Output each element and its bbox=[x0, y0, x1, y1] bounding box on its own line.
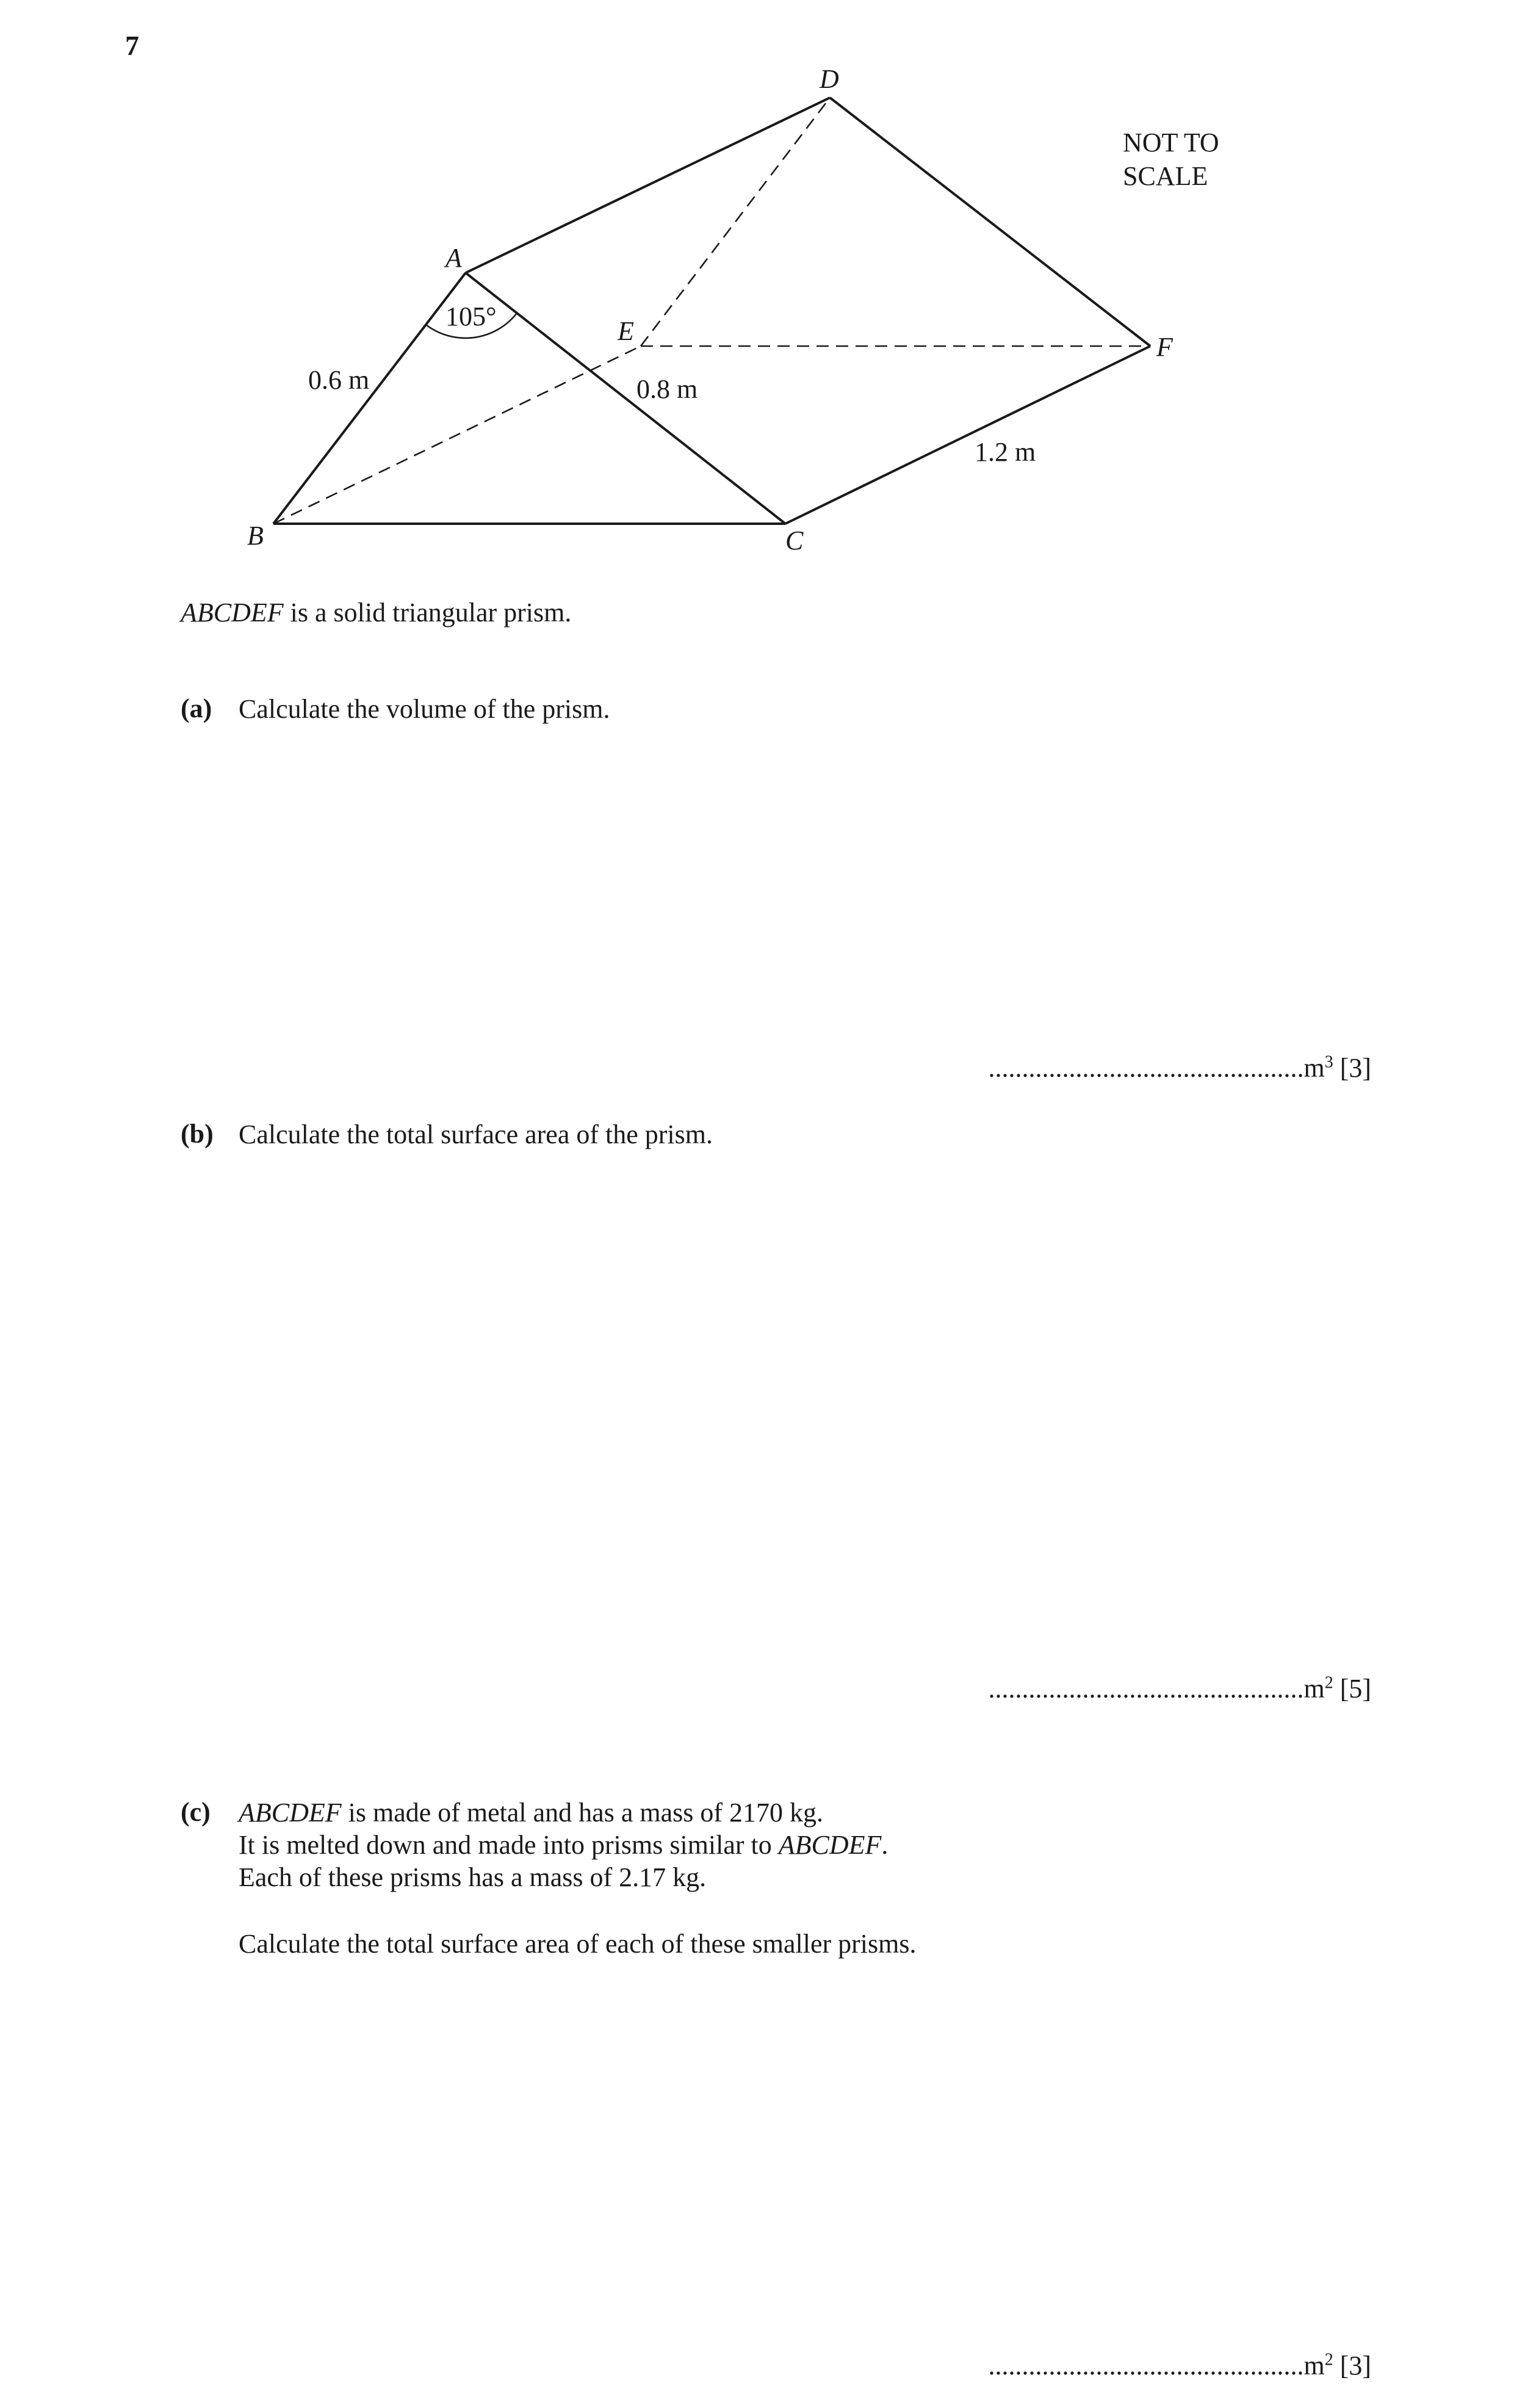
angle-label: 105° bbox=[445, 302, 497, 331]
part-a-question: Calculate the volume of the prism. bbox=[239, 694, 610, 724]
part-c-unit-power: 2 bbox=[1324, 2350, 1333, 2370]
edge-ab bbox=[273, 273, 466, 524]
part-a-answer-line[interactable] bbox=[988, 1052, 1371, 1083]
part-a-marks: [3] bbox=[1333, 1053, 1371, 1083]
part-c-label: (c) bbox=[181, 1797, 211, 1827]
part-c-line2-start: It is melted down and made into prisms similar to bbox=[239, 1830, 779, 1860]
vertex-label-b: B bbox=[247, 521, 264, 551]
part-b-answer-dots: ............................................... bbox=[988, 1674, 1304, 1704]
part-c-answer-line[interactable] bbox=[988, 2350, 1371, 2381]
part-c-marks: [3] bbox=[1333, 2351, 1371, 2381]
part-c-unit: m bbox=[1303, 2351, 1325, 2381]
scale-note-line2: SCALE bbox=[1123, 161, 1208, 191]
edge-ac bbox=[466, 273, 785, 524]
intro-rest: is a solid triangular prism. bbox=[283, 598, 572, 627]
vertex-label-f: F bbox=[1156, 332, 1173, 362]
part-b-marks: [5] bbox=[1333, 1674, 1371, 1704]
part-c-answer-dots: ............................................... bbox=[988, 2351, 1304, 2381]
part-c-line2 bbox=[239, 1829, 888, 1861]
edge-df bbox=[830, 98, 1150, 346]
vertex-label-d: D bbox=[820, 64, 839, 94]
part-c-line1-name: ABCDEF bbox=[239, 1798, 342, 1828]
edge-cf bbox=[785, 346, 1150, 524]
part-a-label: (a) bbox=[181, 693, 212, 723]
part-a-unit: m bbox=[1303, 1053, 1325, 1083]
shape-name: ABCDEF bbox=[181, 598, 284, 627]
intro-text bbox=[181, 596, 571, 629]
part-c-question: Calculate the total surface area of each of these smaller prisms. bbox=[239, 1929, 917, 1959]
part-c-line3: Each of these prisms has a mass of 2.17 kg. bbox=[239, 1862, 707, 1892]
edge-ab-label: 0.6 m bbox=[308, 365, 370, 395]
edge-ed bbox=[641, 98, 830, 346]
part-a-answer-dots: ............................................... bbox=[988, 1053, 1304, 1083]
part-c-line2-end: . bbox=[881, 1830, 889, 1860]
part-b-unit: m bbox=[1303, 1674, 1325, 1704]
edge-cf-label: 1.2 m bbox=[975, 437, 1036, 467]
edge-ad bbox=[466, 98, 830, 273]
question-number: 7 bbox=[125, 30, 139, 61]
part-b-answer-line[interactable] bbox=[988, 1673, 1371, 1704]
vertex-label-c: C bbox=[785, 526, 804, 555]
scale-note-line1: NOT TO bbox=[1123, 128, 1219, 157]
part-b-unit-power: 2 bbox=[1324, 1673, 1333, 1693]
part-c-line2-name: ABCDEF bbox=[778, 1830, 882, 1860]
part-b-label: (b) bbox=[181, 1119, 214, 1149]
part-c-line1-rest: is made of metal and has a mass of 2170 kg. bbox=[341, 1798, 824, 1828]
prism-diagram bbox=[0, 0, 1514, 610]
part-a-unit-power: 3 bbox=[1324, 1052, 1333, 1072]
part-b-question: Calculate the total surface area of the prism. bbox=[239, 1119, 713, 1149]
part-c-text bbox=[239, 1796, 888, 1893]
part-c-line1 bbox=[239, 1796, 888, 1829]
vertex-label-e: E bbox=[618, 316, 634, 346]
vertex-label-a: A bbox=[445, 243, 462, 273]
edge-ac-label: 0.8 m bbox=[636, 374, 698, 404]
